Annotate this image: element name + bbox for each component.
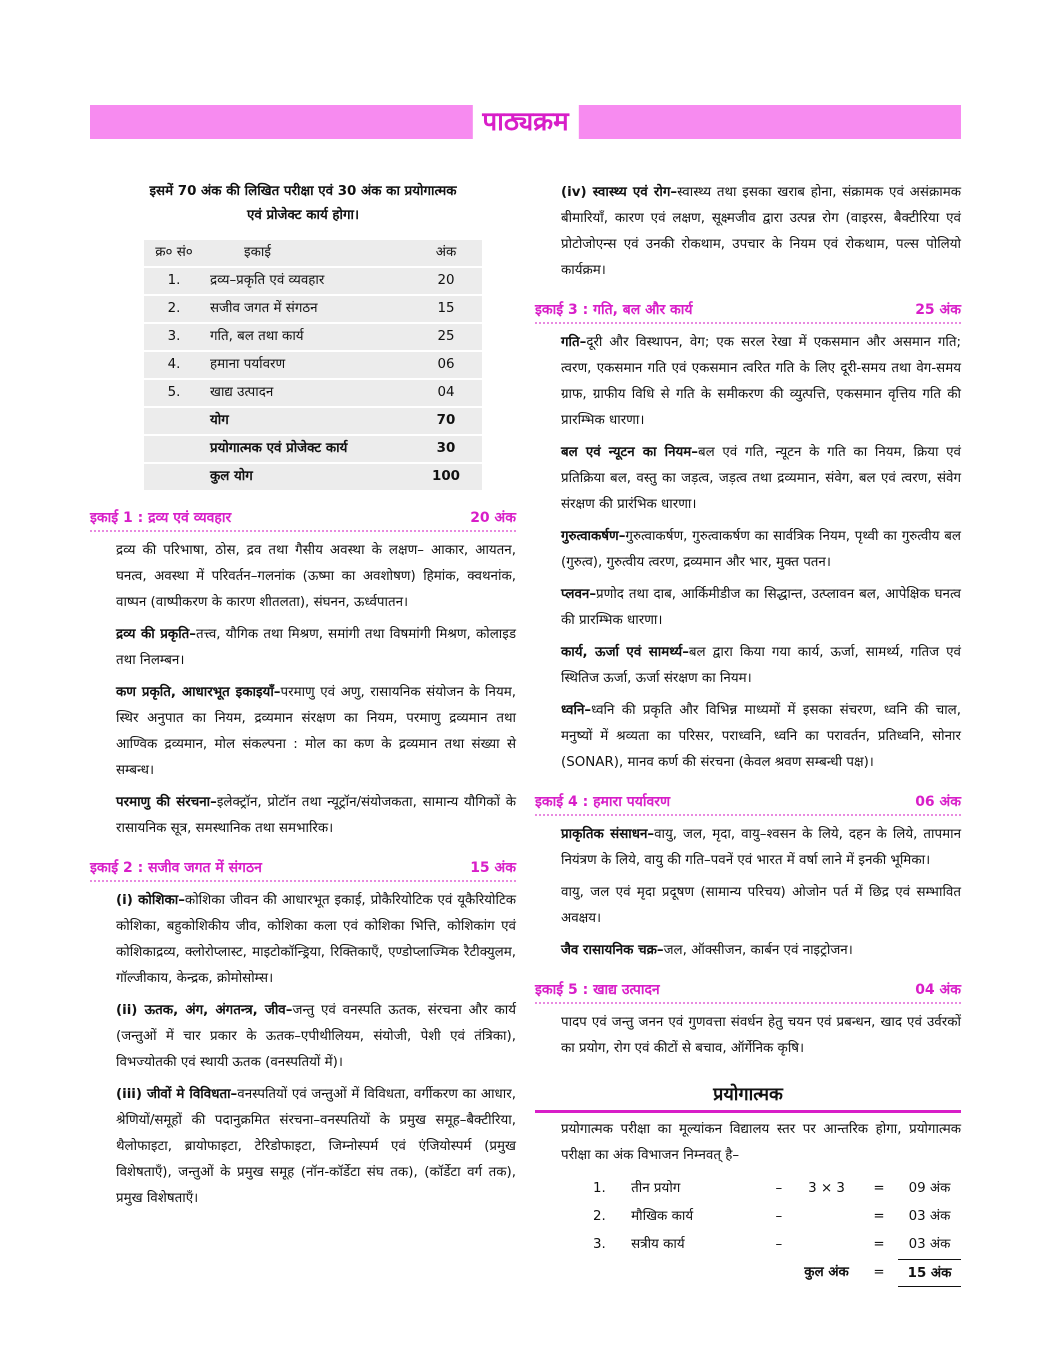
row-marks: 06 — [410, 352, 482, 378]
unit-3-marks: 25 अंक — [915, 302, 961, 318]
para-text: स्वास्थ्य तथा इसका खराब होना, संक्रामक एवं असंक्रामक बीमारियाँ, कारण एवं लक्षण, सूक्ष्मजीव द्वारा उत्पन्न रोग (वाइरस, बैक्टीरिया एवं प्रोटोजोएन्स एवं उनकी रोकथाम, उपचार के नियम एवं रोकथाम, पल्स पोलियो कार्यक्रम। — [561, 185, 961, 278]
para-label: प्राकृतिक संसाधन– — [561, 827, 655, 842]
row-eq: = — [873, 1237, 885, 1252]
unit-5-heading — [535, 978, 961, 1004]
unit-5-marks: 04 अंक — [915, 982, 961, 998]
para-text: तत्त्व, यौगिक तथा मिश्रण, समांगी तथा विषमांगी मिश्रण, कोलाइड तथा निलम्बन। — [116, 627, 516, 668]
row-sn: 1. — [144, 268, 204, 294]
title-banner — [90, 105, 961, 139]
row-unit: द्रव्य–प्रकृति एवं व्यवहार — [204, 268, 410, 294]
row-marks: 04 — [410, 380, 482, 406]
para-label: (ii) ऊतक, अंग, अंगतन्त्र, जीव– — [116, 1003, 293, 1018]
para-text: वायु, जल, मृदा, वायु–श्वसन के लिये, दहन के लिये, तापमान नियंत्रण के लिये, वायु की गति–पवनें एवं भारत में वर्षा लाने में इनकी भूमिका। — [561, 827, 962, 868]
row-sn: 3. — [593, 1237, 606, 1252]
para-label: (i) कोशिका– — [116, 893, 185, 908]
row-dash: – — [775, 1181, 783, 1196]
practical-title: प्रयोगात्मक — [713, 1084, 783, 1105]
unit-3-para-5 — [561, 640, 961, 692]
para-label: गुरुत्वाकर्षण– — [561, 529, 626, 544]
table-row — [144, 268, 482, 294]
row-marks: 03 अंक — [908, 1237, 951, 1252]
marks-table-header — [144, 240, 482, 266]
row-calc — [793, 1231, 860, 1259]
unit-4-title: इकाई 4 : हमारा पर्यावरण — [535, 794, 671, 810]
row-unit: सजीव जगत में संगठन — [204, 296, 410, 322]
practical-total-label: कुल अंक — [804, 1265, 849, 1280]
unit-3-para-2 — [561, 440, 961, 518]
unit-4-para-1 — [561, 822, 961, 874]
row-sn: 5. — [144, 380, 204, 406]
para-text: जल, ऑक्सीजन, कार्बन एवं नाइट्रोजन। — [663, 943, 853, 958]
unit-1-marks: 20 अंक — [470, 510, 516, 526]
para-text: जन्तु एवं वनस्पति ऊतक, संरचना और कार्य (जन्तुओं में चार प्रकार के ऊतक–एपीथीलियम, संयोजी, पेशी एवं तंत्रिका), विभज्योतकी एवं स्थायी ऊतक (वनस्पतियों में)। — [116, 1003, 516, 1070]
practical-row — [144, 436, 482, 462]
para-label: (iii) जीवों मे विविधता– — [116, 1087, 238, 1102]
unit-3-para-1 — [561, 330, 961, 434]
grand-total-marks: 100 — [410, 464, 482, 490]
practical-para: प्रयोगात्मक परीक्षा का मूल्यांकन विद्यालय स्तर पर आन्तरिक होगा, प्रयोगात्मक परीक्षा का अंक विभाजन निम्नवत् है– — [561, 1122, 961, 1163]
unit-5-title: इकाई 5 : खाद्य उत्पादन — [535, 982, 660, 998]
empty-cell — [765, 1259, 794, 1287]
unit-1-para-4 — [116, 790, 516, 842]
unit-2-para-2 — [116, 998, 516, 1076]
row-marks: 03 अंक — [908, 1209, 951, 1224]
practical-label: प्रयोगात्मक एवं प्रोजेक्ट कार्य — [204, 436, 410, 462]
left-column — [90, 180, 516, 1218]
page-title: पाठ्यक्रम — [472, 101, 578, 143]
table-row — [144, 296, 482, 322]
total-marks: 70 — [410, 408, 482, 434]
row-sn: 2. — [144, 296, 204, 322]
table-row — [593, 1175, 961, 1203]
row-sn: 3. — [144, 324, 204, 350]
total-label: योग — [204, 408, 410, 434]
para-label: द्रव्य की प्रकृति– — [116, 627, 197, 642]
para-text: बल द्वारा किया गया कार्य, ऊर्जा, सामर्थ्य, गतिज एवं स्थितिज ऊर्जा, ऊर्जा संरक्षण का नियम। — [561, 645, 962, 686]
practical-marks-table — [593, 1175, 961, 1287]
empty-cell — [144, 436, 204, 462]
table-row — [144, 352, 482, 378]
para-text: इलेक्ट्रॉन, प्रोटॉन तथा न्यूट्रॉन/संयोजकता, सामान्य यौगिकों के रासायनिक सूत्र, समस्थानिक तथा समभारिक। — [116, 795, 516, 836]
row-dash: – — [775, 1209, 783, 1224]
para-label: जैव रासायनिक चक्र– — [561, 943, 664, 958]
intro-text — [90, 180, 516, 228]
unit-3-para-3 — [561, 524, 961, 576]
grand-total-label: कुल योग — [204, 464, 410, 490]
para-label: ध्वनि– — [561, 703, 592, 718]
total-row — [144, 408, 482, 434]
empty-cell — [144, 464, 204, 490]
practical-total-row — [593, 1259, 961, 1287]
unit-2-title: इकाई 2 : सजीव जगत में संगठन — [90, 860, 262, 876]
unit-4-marks: 06 अंक — [915, 794, 961, 810]
row-sn: 2. — [593, 1209, 606, 1224]
practical-total-eq: = — [873, 1265, 885, 1280]
unit-1-para-3 — [116, 680, 516, 784]
row-dash: – — [775, 1237, 783, 1252]
row-unit: हमाना पर्यावरण — [204, 352, 410, 378]
unit-2-para-3 — [116, 1082, 516, 1212]
para-label: (iv) स्वास्थ्य एवं रोग– — [561, 185, 678, 200]
para-label: प्लवन– — [561, 587, 597, 602]
row-unit: खाद्य उत्पादन — [204, 380, 410, 406]
row-eq: = — [873, 1209, 885, 1224]
header-unit: इकाई — [204, 240, 410, 266]
intro-line-1: इसमें 70 अंक की लिखित परीक्षा एवं 30 अंक का प्रयोगात्मक — [149, 184, 457, 199]
row-item: मौखिक कार्य — [631, 1209, 694, 1224]
unit-1-title: इकाई 1 : द्रव्य एवं व्यवहार — [90, 510, 232, 526]
unit-2-para-4 — [561, 180, 961, 284]
unit-3-heading — [535, 298, 961, 324]
row-calc: 3 × 3 — [808, 1181, 845, 1196]
row-marks: 09 अंक — [908, 1181, 951, 1196]
table-row — [144, 324, 482, 350]
row-marks: 15 — [410, 296, 482, 322]
row-sn: 4. — [144, 352, 204, 378]
unit-3-title: इकाई 3 : गति, बल और कार्य — [535, 302, 693, 318]
row-sn: 1. — [593, 1181, 606, 1196]
grand-total-row — [144, 464, 482, 490]
para-label: कार्य, ऊर्जा एवं सामर्थ्य– — [561, 645, 689, 660]
para-text: ध्वनि की प्रकृति और विभिन्न माध्यमों में इसका संचरण, ध्वनि की चाल, मनुष्यों में श्रव्यता का परिसर, पराध्वनि, ध्वनि का परावर्तन, प्रतिध्वनि, सोनार (SONAR), मानव कर्ण की संरचना (केवल श्रवण सम्बन्धी पक्ष)। — [561, 703, 961, 770]
table-row — [144, 380, 482, 406]
unit-3-para-4 — [561, 582, 961, 634]
unit-1-heading — [90, 506, 516, 532]
header-marks: अंक — [410, 240, 482, 266]
intro-line-2: एवं प्रोजेक्ट कार्य होगा। — [246, 208, 360, 223]
unit-1-para-1: द्रव्य की परिभाषा, ठोस, द्रव तथा गैसीय अवस्था के लक्षण– आकार, आयतन, घनत्व, अवस्था में परिवर्तन–गलनांक (ऊष्मा का अवशोषण) हिमांक, क्वथनांक, वाष्पन (वाष्पीकरण के कारण शीतलता), संघनन, ऊर्ध्वपातन। — [116, 543, 516, 610]
row-unit: गति, बल तथा कार्य — [204, 324, 410, 350]
para-text: कोशिका जीवन की आधारभूत इकाई, प्रोकैरियोटिक एवं यूकैरियोटिक कोशिका, बहुकोशिकीय जीव, कोशिका कला एवं कोशिका भित्ति, कोशिकांग एवं कोशिकाद्रव्य, क्लोरोप्लास्ट, माइटोकॉन्ड्रिया, रिक्तिकाएँ, एण्डोप्लाज्मिक रैटीक्युलम, गॉल्जीकाय, केन्द्रक, क्रोमोसोम्स। — [116, 893, 516, 986]
practical-total-marks: 15 अंक — [898, 1259, 961, 1287]
para-text: गुरुत्वाकर्षण, गुरुत्वाकर्षण का सार्वत्रिक नियम, पृथ्वी का गुरुत्वीय बल (गुरुत्व), गुरुत्वीय त्वरण, द्रव्यमान और भार, मुक्त पतन। — [561, 529, 961, 570]
marks-table — [144, 238, 482, 492]
para-text: प्रणोद तथा दाब, आर्किमीडीज का सिद्धान्त, उत्प्लावन बल, आपेक्षिक घनत्व की प्रारम्भिक धारणा। — [561, 587, 961, 628]
para-text: दूरी और विस्थापन, वेग; एक सरल रेखा में एकसमान और असमान गति; त्वरण, एकसमान गति एवं एकसमान त्वरित गति के लिए दूरी-समय तथा वेग-समय ग्राफ, ग्राफीय विधि से गति के समीकरण की व्युत्पत्ति, एकसमान वृत्तिय गति की प्रारम्भिक धारणा। — [561, 335, 961, 428]
practical-marks: 30 — [410, 436, 482, 462]
unit-1-para-2 — [116, 622, 516, 674]
para-label: गति– — [561, 335, 587, 350]
row-item: तीन प्रयोग — [631, 1181, 681, 1196]
practical-divider — [535, 1110, 961, 1113]
empty-cell — [593, 1259, 631, 1287]
unit-5-para-1: पादप एवं जन्तु जनन एवं गुणवत्ता संवर्धन हेतु चयन एवं प्रबन्धन, खाद एवं उर्वरकों का प्रयोग, रोग एवं कीटों से बचाव, ऑर्गेनिक कृषि। — [561, 1015, 961, 1056]
row-marks: 25 — [410, 324, 482, 350]
right-column — [535, 180, 961, 1287]
table-row — [593, 1203, 961, 1231]
para-text: बल एवं गति, न्यूटन के गति का नियम, क्रिया एवं प्रतिक्रिया बल, वस्तु का जड़त्व, जड़त्व तथा द्रव्यमान, संवेग, बल एवं त्वरण, संवेग संरक्षण की प्रारंभिक धारणा। — [561, 445, 961, 512]
unit-4-heading — [535, 790, 961, 816]
unit-4-para-3 — [561, 938, 961, 964]
row-eq: = — [873, 1181, 885, 1196]
unit-2-marks: 15 अंक — [470, 860, 516, 876]
unit-3-para-6 — [561, 698, 961, 776]
row-item: सत्रीय कार्य — [631, 1237, 685, 1252]
empty-cell — [631, 1259, 764, 1287]
row-marks: 20 — [410, 268, 482, 294]
para-text: परमाणु एवं अणु, रासायनिक संयोजन के नियम, स्थिर अनुपात का नियम, द्रव्यमान संरक्षण का नियम, परमाणु द्रव्यमान तथा आण्विक द्रव्यमान, मोल संकल्पना : मोल का कण के द्रव्यमान तथा संख्या से सम्बन्ध। — [116, 685, 516, 778]
para-label: कण प्रकृति, आधारभूत इकाइयाँ– — [116, 685, 281, 700]
empty-cell — [144, 408, 204, 434]
table-row — [593, 1231, 961, 1259]
header-sn: क्र० सं० — [144, 240, 204, 266]
unit-4-para-2: वायु, जल एवं मृदा प्रदूषण (सामान्य परिचय) ओजोन पर्त में छिद्र एवं सम्भावित अवक्षय। — [561, 885, 961, 926]
para-label: बल एवं न्यूटन का नियम– — [561, 445, 698, 460]
para-label: परमाणु की संरचना– — [116, 795, 217, 810]
para-text: वनस्पतियों एवं जन्तुओं में विविधता, वर्गीकरण का आधार, श्रेणियों/समूहों की पदानुक्रमित संरचना–वनस्पतियों के प्रमुख समूह–बैक्टीरिया, थैलोफाइटा, ब्रायोफाइटा, टेरिडोफाइटा, जिम्नोस्पर्म एवं एंजियोस्पर्म (प्रमुख विशेषताएँ), जन्तुओं के प्रमुख समूह (नॉन-कॉर्डेटा संघ तक), (कॉर्डेटा वर्ग तक), प्रमुख विशेषताएँ। — [116, 1087, 516, 1206]
unit-2-heading — [90, 856, 516, 882]
row-calc — [793, 1203, 860, 1231]
unit-2-para-1 — [116, 888, 516, 992]
